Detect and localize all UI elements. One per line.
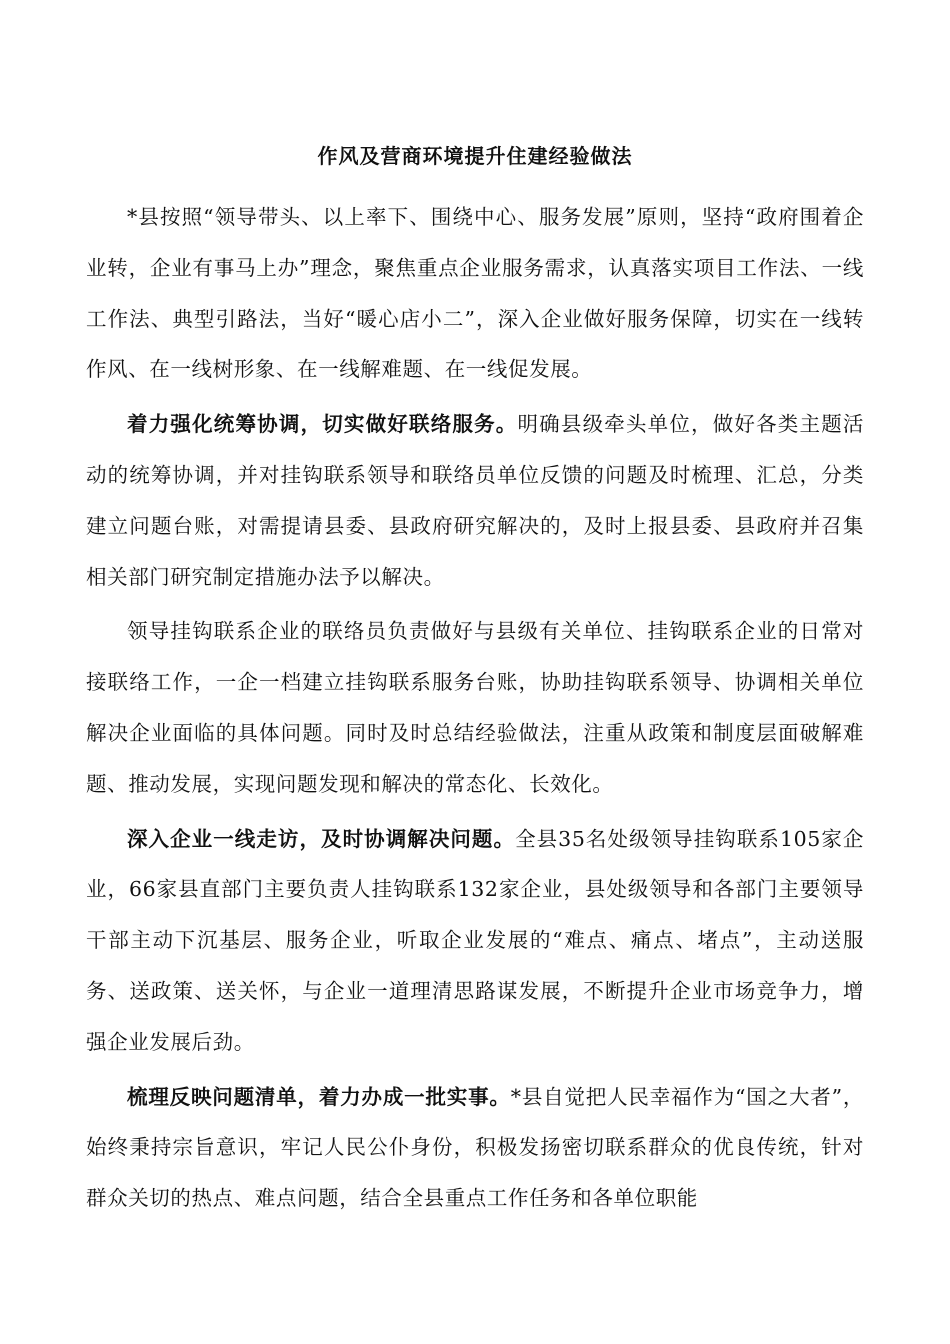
- paragraph-text: *县按照“领导带头、以上率下、围绕中心、服务发展”原则，坚持“政府围着企业转，企业有事马上办”理念，聚焦重点企业服务需求，认真落实项目工作法、一线工作法、典型引路法，当好“暖心店小二”，深入企业做好服务保障，切实在一线转作风、在一线树形象、在一线解难题、在一线促发展。: [86, 205, 864, 382]
- paragraph-intro: [86, 192, 864, 395]
- document-body: [86, 192, 864, 1228]
- paragraph-lead: 着力强化统筹协调，切实做好联络服务。: [127, 412, 518, 437]
- paragraph-text: 领导挂钩联系企业的联络员负责做好与县级有关单位、挂钩联系企业的日常对接联络工作，一企一档建立挂钩联系服务台账，协助挂钩联系领导、协调相关单位解决企业面临的具体问题。同时及时总结经验做法，注重从政策和制度层面破解难题、推动发展，实现问题发现和解决的常态化、长效化。: [86, 619, 864, 796]
- paragraph-text: *县自觉把人民幸福作为“国之大者”，始终秉持宗旨意识，牢记人民公仆身份，积极发扬密切联系群众的优良传统，针对群众关切的热点、难点问题，结合全县重点工作任务和各单位职能: [86, 1084, 864, 1211]
- paragraph-issues: [86, 1072, 864, 1224]
- paragraph-coordination: [86, 399, 864, 602]
- paragraph-text: 全县35名处级领导挂钩联系105家企业，66家县直部门主要负责人挂钩联系132家企业，县处级领导和各部门主要领导干部主动下沉基层、服务企业，听取企业发展的“难点、痛点、堵点”，主动送服务、送政策、送关怀，与企业一道理清思路谋发展，不断提升企业市场竞争力，增强企业发展后劲。: [86, 826, 864, 1054]
- paragraph-text: 明确县级牵头单位，做好各类主题活动的统筹协调，并对挂钩联系领导和联络员单位反馈的问题及时梳理、汇总，分类建立问题台账，对需提请县委、县政府研究解决的，及时上报县委、县政府并召集相关部门研究制定措施办法予以解决。: [86, 412, 864, 589]
- document-title: 作风及营商环境提升住建经验做法: [317, 144, 633, 168]
- paragraph-lead: 深入企业一线走访，及时协调解决问题。: [127, 826, 516, 851]
- paragraph-lead: 梳理反映问题清单，着力办成一批实事。: [127, 1084, 511, 1109]
- paragraph-visits: [86, 814, 864, 1068]
- paragraph-liaison: [86, 606, 864, 809]
